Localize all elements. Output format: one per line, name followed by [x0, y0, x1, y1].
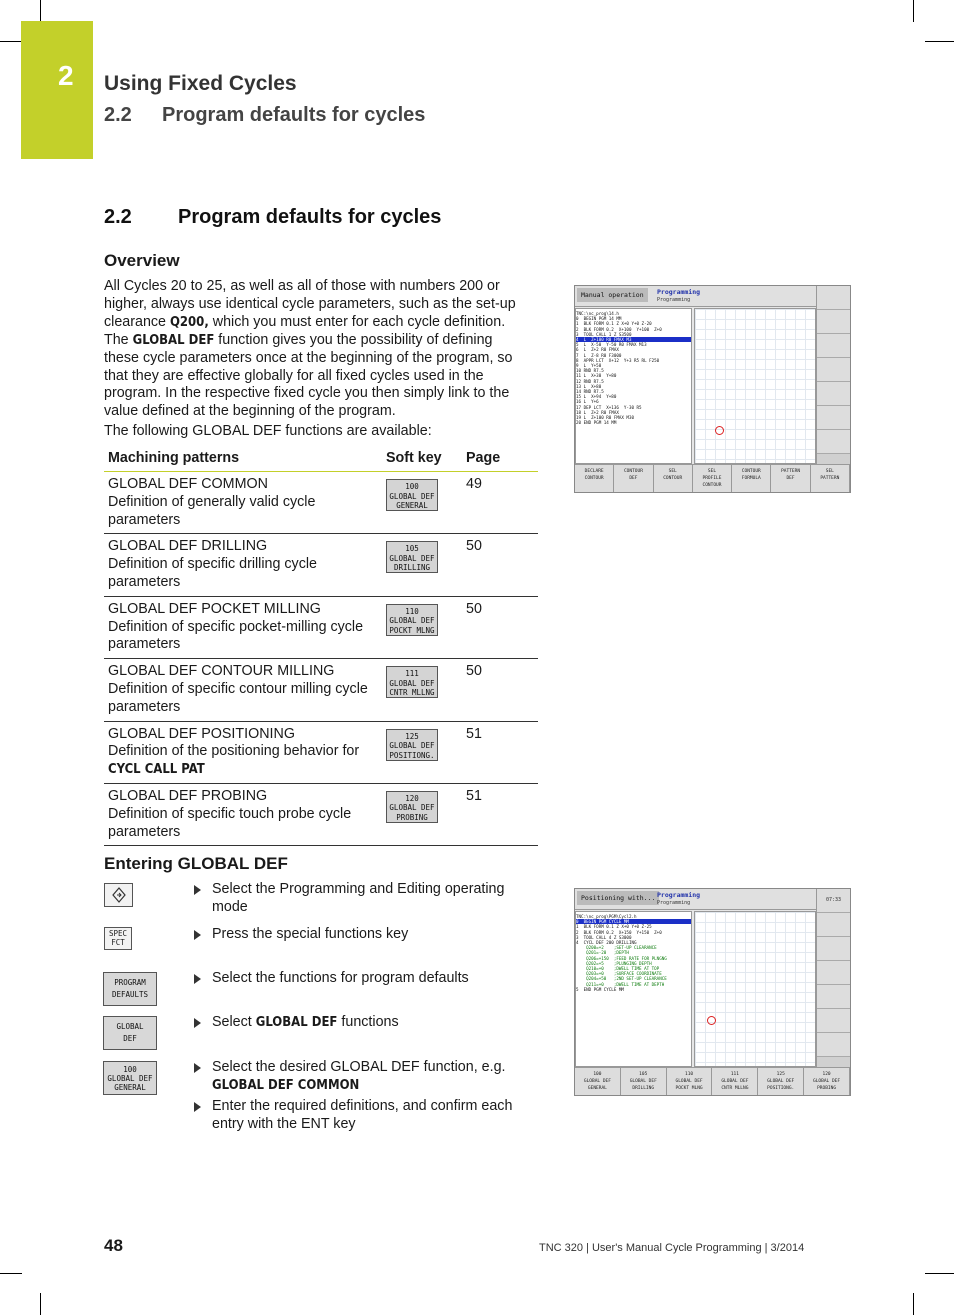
pattern-cell: [104, 534, 382, 596]
softkey-cell: [382, 659, 462, 721]
softkey-label: CNTR MLLNG: [721, 1086, 749, 1091]
pattern-cell: [104, 596, 382, 658]
step-text: Select the functions for program defaults: [212, 970, 469, 986]
key-label: 100: [405, 482, 419, 491]
softkey-cell: [382, 472, 462, 534]
softkey[interactable]: [575, 465, 614, 492]
vertical-softkey-bar: [816, 889, 850, 1067]
program-line: 7 L Z-8 R0 F3000: [576, 352, 622, 358]
text-run-bold: Q200,: [169, 314, 209, 330]
program-line: 4 L Z+100 R0 FMAX M3: [576, 337, 691, 342]
program-line: Q200=+2 ;SET-UP CLEARANCE: [576, 945, 657, 951]
program-line: 18 L Z+2 R0 FMAX: [576, 409, 619, 415]
program-line: 2 BLK FORM 0.2 X+150 Y+150 Z+0: [576, 929, 662, 935]
softkey-row: [575, 464, 850, 492]
program-line: 4 CYCL DEF 200 DRILLING: [576, 940, 637, 946]
chapter-tab: [21, 21, 93, 159]
pattern-name: GLOBAL DEF DRILLING: [108, 538, 268, 555]
softkey-label: GLOBAL DEF: [813, 1079, 841, 1084]
crop-mark: [925, 1273, 954, 1274]
step-text: Enter the required definitions, and confirm each entry with the ENT key: [212, 1098, 513, 1132]
text-run: Select the desired GLOBAL DEF function, e.g.: [212, 1059, 506, 1075]
mode2-text: Programming: [657, 288, 701, 296]
softkey-label: GLOBAL DEF: [721, 1079, 749, 1084]
program-line: Q210=+0 ;DWELL TIME AT TOP: [576, 966, 660, 972]
softkey-label: CONTOUR: [584, 476, 604, 481]
step-text: [194, 1059, 524, 1095]
softkey-cell: [382, 721, 462, 783]
screen-mode2-label: [657, 288, 700, 304]
key-label: GLOBAL DEF: [389, 553, 435, 563]
step-item: [194, 1098, 524, 1134]
key-label: PROGRAM: [114, 978, 146, 987]
key-label: GLOBAL DEF: [389, 616, 435, 626]
step-item: [194, 970, 524, 988]
graphics-pane: [694, 911, 816, 1067]
program-line: 12 RND R7.5: [576, 378, 604, 384]
softkey-cell: [382, 596, 462, 658]
softkey-label: CONTOUR: [663, 476, 683, 481]
pattern-name: GLOBAL DEF COMMON: [108, 476, 268, 492]
program-line: Q201=-20 ;DEPTH: [576, 950, 629, 956]
bullet-arrow-icon: [194, 1063, 201, 1073]
step-item: [194, 926, 524, 944]
softkey-label: DEF: [786, 476, 795, 481]
program-defaults-softkey-icon: [103, 972, 157, 1006]
text-run: Definition of the positioning behavior for: [108, 743, 360, 760]
key-label: SPEC: [108, 929, 128, 938]
key-label: GLOBAL DEF: [389, 678, 435, 688]
mode2-subtext: Programming: [657, 297, 691, 303]
crop-mark: [913, 1293, 914, 1315]
pattern-description: [108, 556, 378, 592]
key-label: GLOBAL: [116, 1022, 144, 1031]
softkey-label: 110: [685, 1072, 694, 1077]
table-row: [104, 472, 538, 534]
key-label: DRILLING: [393, 563, 431, 573]
program-line: 20 END PGM 14 MM: [576, 420, 617, 426]
bullet-arrow-icon: [194, 885, 201, 895]
softkey-label: DECLARE: [584, 469, 604, 474]
bullet-arrow-icon: [194, 1102, 201, 1112]
screenshot-manual-operation: [574, 285, 851, 493]
program-line: Q206=+150 ;FEED RATE FOR PLNGNG: [576, 955, 667, 961]
screen-title-bar: [575, 889, 816, 910]
softkey[interactable]: [771, 465, 810, 492]
softkey[interactable]: [614, 465, 653, 492]
softkey-label: PATTERN: [820, 476, 840, 481]
crop-mark: [0, 1273, 22, 1274]
table-row: [104, 659, 538, 721]
screenshot-programming-global-def: [574, 888, 851, 1096]
softkey-icon: [386, 541, 438, 573]
softkey-label: DEF: [629, 476, 638, 481]
text-run: which you must enter for each cycle definition. The: [104, 313, 506, 348]
program-listing: [575, 911, 692, 1067]
table-header-row: [104, 444, 538, 472]
bullet-arrow-icon: [194, 930, 201, 940]
pattern-name: GLOBAL DEF POSITIONING: [108, 725, 295, 742]
program-line: 13 L X+80: [576, 383, 602, 389]
table-header: Machining patterns: [104, 444, 382, 472]
pattern-name: GLOBAL DEF POCKET MILLING: [108, 600, 321, 617]
step-item: [194, 1014, 524, 1032]
global-def-common-softkey-icon: [103, 1061, 157, 1095]
softkey[interactable]: [712, 1068, 758, 1095]
program-line: 14 RND R7.5: [576, 389, 604, 395]
table-header: Soft key: [382, 444, 462, 472]
program-line: 0 BEGIN PGM CYCLE MM: [576, 919, 691, 924]
softkey-label: SEL: [668, 469, 677, 474]
pattern-name: GLOBAL DEF CONTOUR MILLING: [108, 663, 335, 680]
softkey-icon: [386, 479, 438, 511]
text-run: Select: [212, 1014, 256, 1030]
text-run-bold: GLOBAL DEF: [255, 1015, 338, 1030]
softkey-label: GLOBAL DEF: [629, 1079, 657, 1084]
bullet-arrow-icon: [194, 1018, 201, 1028]
softkey[interactable]: [693, 465, 732, 492]
clock-icon: [817, 286, 850, 310]
page-cell: 51: [462, 721, 538, 783]
program-line: 3 TOOL CALL 1 Z S3500: [576, 331, 632, 337]
screen-mode-label: Positioning with...: [577, 891, 659, 905]
step-item: [194, 1059, 524, 1095]
text-run-bold: CYCL CALL PAT: [108, 762, 205, 778]
pattern-description: [108, 681, 378, 717]
softkey-label: GENERAL: [587, 1086, 607, 1091]
softkey-label: FORMULA: [741, 476, 761, 481]
program-line: 10 RND R7.5: [576, 368, 604, 374]
text-run: function gives you the possibility of defining these cycle parameters once at the beginning of the program, so that they are effective globally for all fixed cycles used in the program. In the respective fixed cycle you then simply link to the value defined at the beginning of the program.: [104, 331, 513, 420]
key-label: POSITIONG.: [389, 750, 435, 760]
softkey-label: 120: [822, 1072, 831, 1077]
table-row: [104, 783, 538, 845]
section-heading: [104, 206, 441, 229]
softkey-label: POSITIONG.: [767, 1086, 795, 1091]
mode2-subtext: Programming: [657, 900, 691, 906]
mode2-text: Programming: [657, 891, 701, 899]
program-line: 11 L X+30 Y+80: [576, 373, 617, 379]
softkey-icon: [386, 604, 438, 636]
table-row: [104, 721, 538, 783]
screen-mode2-label: [657, 891, 700, 907]
softkey-icon: [386, 666, 438, 698]
program-line: 3 TOOL CALL 4 Z S3000: [576, 934, 632, 940]
softkey-label: GLOBAL DEF: [767, 1079, 795, 1084]
key-label: 105: [405, 544, 419, 554]
program-line: 15 L X+94 Y+80: [576, 394, 617, 400]
softkey-label: DRILLING: [632, 1086, 655, 1091]
global-def-softkey-icon: [103, 1016, 157, 1050]
softkey-cell: [382, 783, 462, 845]
text-run: Definition of specific drilling cycle parameters: [108, 556, 317, 590]
softkey[interactable]: [732, 465, 771, 492]
program-line: 8 APPR LCT X+12 Y+3 R5 RL F250: [576, 357, 660, 363]
pattern-cell: [104, 472, 382, 534]
overview-paragraph-2: The following GLOBAL DEF functions are available:: [104, 423, 432, 439]
key-label: 111: [405, 669, 419, 679]
program-line: Q211=+0 ;DWELL TIME AT DEPTH: [576, 981, 665, 987]
program-line: 1 BLK FORM 0.1 Z X+0 Y+0 Z-20: [576, 321, 652, 327]
table-row: [104, 534, 538, 596]
spec-fct-key-icon: [104, 927, 132, 950]
program-line: Q202=+5 ;PLUNGING DEPTH: [576, 960, 652, 966]
program-line: 16 L Y+6: [576, 399, 599, 405]
page-cell: 49: [462, 472, 538, 534]
program-line: 1 BLK FORM 0.1 Z X+0 Y+0 Z-25: [576, 924, 652, 930]
program-line: 5 L X-50 Y-50 R0 FMAX M13: [576, 342, 647, 348]
softkey-label: PATTERN: [781, 469, 801, 474]
key-label: CNTR MLLNG: [389, 688, 435, 698]
softkey-cell: [382, 534, 462, 596]
table-row: [104, 596, 538, 658]
subtitle-number: 2.2: [104, 104, 132, 126]
softkey-label: 125: [776, 1072, 785, 1077]
key-label: FCT: [111, 937, 125, 947]
datum-marker: [715, 426, 724, 435]
text-run: Definition of specific pocket-milling cycle parameters: [108, 618, 364, 653]
key-label: 100: [123, 1065, 137, 1074]
crop-mark: [0, 41, 22, 42]
table-header: Page: [462, 444, 538, 472]
softkey-label: CONTOUR: [702, 483, 722, 488]
softkey-label: 100: [593, 1072, 602, 1077]
key-label: DEF: [123, 1034, 137, 1043]
overview-paragraph: [104, 278, 526, 421]
bullet-arrow-icon: [194, 974, 201, 984]
program-line: 0 BEGIN PGM 14 MM: [576, 316, 622, 322]
softkey-label: CONTOUR: [741, 469, 761, 474]
softkey[interactable]: [621, 1068, 667, 1095]
key-label: 110: [405, 606, 419, 616]
program-line: 6 L Z+2 R0 FMAX: [576, 347, 619, 353]
softkey[interactable]: [575, 1068, 621, 1095]
key-label: 120: [405, 793, 419, 803]
overview-heading: Overview: [104, 251, 180, 270]
text-run-bold: GLOBAL DEF: [132, 332, 215, 348]
page-number: 48: [104, 1236, 123, 1255]
crop-mark: [913, 0, 914, 22]
softkey-label: SEL: [707, 469, 717, 474]
pattern-description: [108, 619, 378, 655]
softkey-label: POCKT MLNG: [675, 1086, 703, 1091]
text-run: functions: [337, 1014, 399, 1030]
pattern-cell: [104, 659, 382, 721]
softkey[interactable]: [811, 465, 850, 492]
key-label: 125: [405, 731, 419, 741]
page-cell: 50: [462, 534, 538, 596]
step-text: Press the special functions key: [212, 926, 409, 942]
key-label: GLOBAL DEF: [389, 803, 435, 813]
chapter-number: 2: [58, 60, 74, 91]
softkey[interactable]: [667, 1068, 713, 1095]
softkey-label: GLOBAL DEF: [583, 1079, 611, 1084]
key-label: POCKT MLNG: [389, 625, 435, 635]
softkey-row: [575, 1067, 850, 1095]
crop-mark: [925, 41, 954, 42]
softkey-label: GLOBAL DEF: [675, 1079, 703, 1084]
key-label: GLOBAL DEF: [389, 491, 435, 501]
program-line: 2 BLK FORM 0.2 X+100 Y+100 Z+0: [576, 326, 662, 332]
section-title: Program defaults for cycles: [178, 206, 442, 228]
graphics-pane: [694, 308, 816, 464]
softkey-label: 111: [730, 1072, 739, 1077]
step-text: [194, 1014, 524, 1032]
program-line: Q203=+0 ;SURFACE COORDINATE: [576, 971, 662, 977]
program-file-path: TNC:\nc_prog\14.h: [576, 311, 619, 316]
key-label: GLOBAL DEF: [389, 741, 435, 751]
program-line: 17 DEP LCT X+136 Y-30 R5: [576, 404, 642, 410]
chapter-subtitle: [104, 104, 425, 127]
programming-mode-key-icon: [104, 883, 133, 907]
subtitle-text: Program defaults for cycles: [162, 104, 426, 126]
key-label: PROBING: [396, 812, 428, 822]
crop-mark: [40, 0, 41, 22]
program-line: 9 L Y+50: [576, 363, 602, 369]
text-run: Definition of specific touch probe cycle parameters: [108, 805, 352, 840]
page-cell: 50: [462, 659, 538, 721]
text-run: Definition of specific contour milling cycle parameters: [108, 680, 368, 715]
key-label: GLOBAL DEF: [107, 1074, 153, 1083]
softkey-label: CONTOUR: [623, 469, 643, 474]
vertical-softkey-bar: [816, 286, 850, 464]
step-text: Select the Programming and Editing operating mode: [212, 881, 505, 915]
key-label: GENERAL: [396, 501, 428, 510]
program-line: 5 END PGM CYCLE MM: [576, 986, 624, 992]
softkey[interactable]: [654, 465, 693, 492]
softkey-label: SEL: [825, 469, 834, 474]
pattern-name: GLOBAL DEF PROBING: [108, 787, 268, 804]
key-label: GENERAL: [114, 1083, 146, 1092]
step-item: [194, 881, 524, 917]
screen-mode-label: Manual operation: [577, 288, 648, 302]
page-cell: 51: [462, 783, 538, 845]
program-file-path: TNC:\nc_prog\PGM\Cycl2.h: [576, 914, 637, 919]
clock-readout: 07:33: [817, 889, 850, 913]
pattern-cell: [104, 721, 382, 783]
text-run: All Cycles 20 to 25, as well as all of those with numbers 200 or higher, always use identical cycle parameters, such as the set-up clearance: [104, 278, 516, 330]
program-listing: [575, 308, 692, 464]
entering-heading: Entering GLOBAL DEF: [104, 854, 288, 873]
screen-title-bar: [575, 286, 816, 307]
softkey-icon: [386, 729, 438, 761]
page-cell: 50: [462, 596, 538, 658]
key-label: DEFAULTS: [111, 990, 149, 999]
text-run-bold: GLOBAL DEF COMMON: [212, 1077, 360, 1093]
chapter-title: Using Fixed Cycles: [104, 72, 297, 95]
pattern-description: [108, 806, 378, 842]
softkey-icon: [386, 791, 438, 823]
footer-text: TNC 320 | User's Manual Cycle Programming | 3/2014: [539, 1242, 805, 1254]
softkey-label: PROFILE: [702, 476, 722, 481]
pattern-description: [108, 743, 378, 779]
softkey[interactable]: [804, 1068, 850, 1095]
section-number: 2.2: [104, 206, 132, 228]
softkey-label: 105: [639, 1072, 648, 1077]
softkey-label: PROBING: [817, 1086, 837, 1091]
global-def-table: [104, 444, 538, 846]
crop-mark: [40, 1293, 41, 1315]
softkey[interactable]: [758, 1068, 804, 1095]
datum-marker: [707, 1016, 716, 1025]
pattern-cell: [104, 783, 382, 845]
program-line: 19 L Z+100 R0 FMAX M30: [576, 415, 634, 421]
text-run: Definition of generally valid cycle parameters: [108, 493, 316, 528]
program-line: Q204=+50 ;2ND SET-UP CLEARANCE: [576, 976, 667, 982]
pattern-description: [108, 494, 378, 530]
